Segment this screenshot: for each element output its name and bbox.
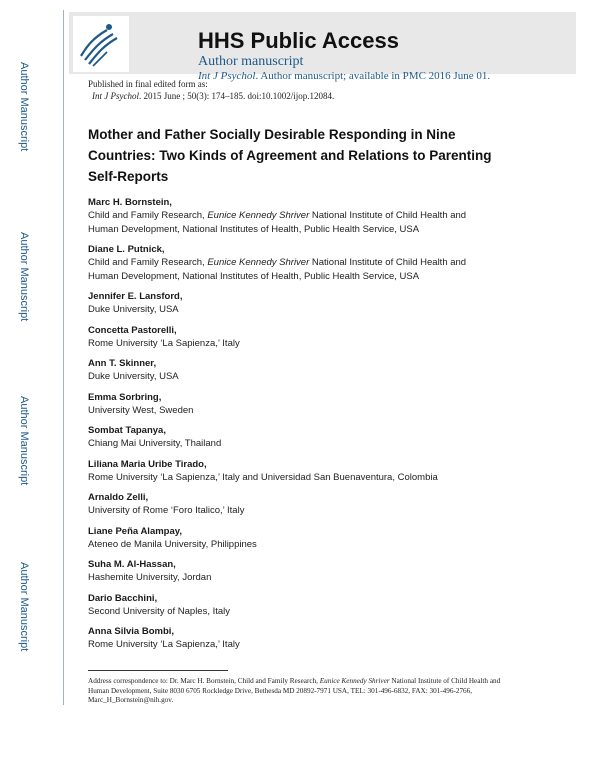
affiliation-text: Hashemite University, Jordan (88, 572, 212, 583)
author-entry (88, 592, 498, 619)
hhs-logo-icon (73, 16, 129, 72)
affiliation-text: Ateneo de Manila University, Philippines (88, 538, 257, 550)
footnote-italic: Eunice Kennedy Shriver (319, 677, 390, 685)
author-entry (88, 458, 498, 485)
author-name: Diane L. Putnick, (88, 244, 165, 255)
affiliation-text: Rome University ‘La Sapienza,’ Italy (88, 337, 240, 349)
footnote-divider (88, 670, 228, 671)
author-entry (88, 290, 498, 317)
affiliation-italic: Eunice Kennedy Shriver (207, 257, 310, 268)
affiliation-text-end: National Institute of Child Health and Human Development, National Institutes of Health, Public Health Service, USA (88, 257, 467, 282)
author-affiliation (88, 571, 498, 585)
sidebar-label: Author Manuscript (18, 562, 30, 652)
header-journal: Int J Psychol (198, 70, 256, 82)
author-name: Marc H. Bornstein, (88, 197, 172, 208)
citation (92, 91, 334, 102)
affiliation-text: Duke University, USA (88, 304, 179, 315)
author-name: Suha M. Al-Hassan, (88, 559, 176, 570)
affiliation-text: Second University of Naples, Italy (88, 605, 231, 617)
footnote-text-end: National Institute of Child Health and Human Development, Suite 8030 6705 Rockledge Drive, Bethesda MD 20892-7971 USA, TEL: 301-496-6832, FAX: 301-496-2766, Marc_H_Bornstein@nih.gov. (88, 677, 501, 704)
author-affiliation (88, 209, 498, 236)
affiliation-text: Child and Family Research, (88, 257, 208, 268)
paper-title: Mother and Father Socially Desirable Responding in Nine Countries: Two Kinds of Agreement and Relations to Parenting Self-Reports (88, 127, 492, 184)
sidebar (0, 0, 60, 776)
affiliation-text: Duke University, USA (88, 371, 179, 382)
affiliation-text: University West, Sweden (88, 404, 194, 416)
author-affiliation (88, 538, 498, 552)
author-name: Dario Bacchini, (88, 592, 158, 604)
header-availability (198, 70, 490, 83)
affiliation-text: Chiang Mai University, Thailand (88, 438, 222, 449)
author-affiliation (88, 437, 498, 451)
author-affiliation (88, 504, 498, 518)
author-entry (88, 558, 498, 585)
author-entry (88, 324, 498, 351)
author-affiliation (88, 337, 498, 351)
author-affiliation (88, 370, 498, 384)
author-entry (88, 196, 498, 236)
author-name: Sombat Tapanya, (88, 425, 166, 436)
published-note: Published in final edited form as: (88, 79, 208, 89)
footnote-text: Address correspondence to: Dr. Marc H. Bornstein, Child and Family Research, (88, 677, 320, 685)
author-entry (88, 625, 498, 652)
author-name: Concetta Pastorelli, (88, 324, 177, 336)
author-affiliation (88, 471, 498, 485)
author-name: Liane Peña Alampay, (88, 525, 182, 537)
author-entry (88, 424, 498, 451)
header-subtitle: Author manuscript (198, 54, 304, 69)
affiliation-text: Child and Family Research, (88, 210, 208, 221)
author-list (88, 196, 498, 659)
author-entry (88, 525, 498, 552)
citation-journal: Int J Psychol (92, 91, 139, 101)
author-entry (88, 357, 498, 384)
header-availability-text: . Author manuscript; available in PMC 2016 June 01. (255, 70, 491, 82)
author-name: Ann T. Skinner, (88, 358, 157, 369)
author-affiliation (88, 638, 498, 652)
correspondence-footnote (88, 677, 508, 706)
author-name: Liliana Maria Uribe Tirado, (88, 458, 207, 470)
author-name: Arnaldo Zelli, (88, 492, 149, 503)
author-affiliation (88, 605, 498, 619)
citation-text: . 2015 June ; 50(3): 174–185. doi:10.1002/ijop.12084. (138, 91, 335, 101)
sidebar-label: Author Manuscript (18, 62, 30, 152)
author-affiliation (88, 303, 498, 317)
affiliation-text: Rome University ‘La Sapienza,’ Italy (88, 639, 240, 650)
author-name: Anna Silvia Bombi, (88, 626, 175, 637)
sidebar-label: Author Manuscript (18, 232, 30, 322)
author-entry (88, 491, 498, 518)
header-title: HHS Public Access (198, 28, 399, 53)
author-entry (88, 243, 498, 283)
author-name: Emma Sorbring, (88, 391, 162, 403)
author-affiliation (88, 404, 498, 418)
author-affiliation (88, 256, 498, 283)
hhs-header (69, 12, 576, 82)
author-entry (88, 391, 498, 418)
sidebar-label: Author Manuscript (18, 396, 30, 486)
author-name: Jennifer E. Lansford, (88, 291, 183, 302)
affiliation-italic: Eunice Kennedy Shriver (207, 210, 310, 221)
sidebar-divider (63, 10, 64, 705)
affiliation-text-end: National Institute of Child Health and Human Development, National Institutes of Health, Public Health Service, USA (88, 210, 467, 235)
affiliation-text: University of Rome ‘Foro Italico,’ Italy (88, 505, 245, 516)
affiliation-text: Rome University ‘La Sapienza,’ Italy and Universidad San Buenaventura, Colombia (88, 471, 438, 483)
